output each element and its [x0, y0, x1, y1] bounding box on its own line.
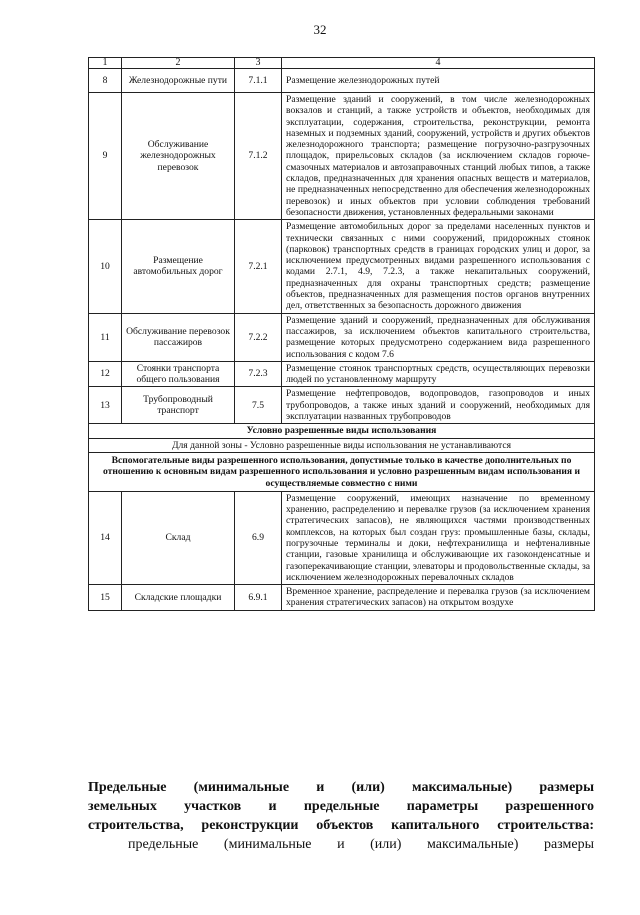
limits-heading-line: строительства, реконструкции объектов капитального строительства:	[88, 818, 594, 833]
use-type-code: 7.1.2	[235, 93, 282, 220]
use-type-code: 6.9.1	[235, 585, 282, 611]
use-type-code: 7.2.3	[235, 361, 282, 387]
use-type-name: Склад	[122, 491, 235, 584]
row-number: 15	[89, 585, 122, 611]
use-type-description: Размещение стоянок транспортных средств, осуществляющих перевозки людей по установленному маршруту	[282, 361, 595, 387]
section-heading-row	[89, 424, 595, 438]
table-row	[89, 387, 595, 424]
conditional-uses-title: Условно разрешенные виды использования	[89, 424, 595, 438]
use-type-name: Обслуживание железнодорожных перевозок	[122, 93, 235, 220]
row-number: 12	[89, 361, 122, 387]
table-row	[89, 313, 595, 361]
section-heading-row	[89, 452, 595, 491]
use-type-description: Размещение сооружений, имеющих назначение по временному хранению, распределению и перевалке грузов (за исключением хранения стратегических запасов), не являющихся частями производственных комплексов, на которых был создан груз: промышленные базы, склады, погрузочные терминалы и доки, нефтехранилища и нефтеналивные станции, газовые хранилища и обслуживающие их газоконденсатные и газоперекачивающие станции, элеваторы и продовольственные склады, за исключением железнодорожных перевалочных складов	[282, 491, 595, 584]
table-row	[89, 361, 595, 387]
page-number: 32	[313, 22, 327, 37]
table-row	[89, 585, 595, 611]
use-type-description: Временное хранение, распределение и перевалка грузов (за исключением хранения стратегических запасов) на открытом воздухе	[282, 585, 595, 611]
use-type-name: Железнодорожные пути	[122, 69, 235, 93]
header-cell: 3	[235, 58, 282, 69]
use-type-code: 7.2.1	[235, 220, 282, 313]
use-type-code: 7.5	[235, 387, 282, 424]
table-row	[89, 93, 595, 220]
row-number: 11	[89, 313, 122, 361]
use-type-name: Складские площадки	[122, 585, 235, 611]
use-type-name: Размещение автомобильных дорог	[122, 220, 235, 313]
header-row	[89, 58, 595, 69]
limits-heading-line: земельных участков и предельные параметры разрешенного	[88, 799, 594, 814]
use-type-code: 7.1.1	[235, 69, 282, 93]
table-row	[89, 220, 595, 313]
use-type-name: Трубопроводный транспорт	[122, 387, 235, 424]
land-use-table	[88, 57, 595, 611]
auxiliary-uses-title: Вспомогательные виды разрешенного использования, допустимые только в качестве дополнительных по отношению к основным видам разрешенного использования и условно разрешенным видам использования и осуществляемые совместно с ними	[89, 452, 595, 491]
use-type-description: Размещение железнодорожных путей	[282, 69, 595, 93]
header-cell: 4	[282, 58, 595, 69]
row-number: 8	[89, 69, 122, 93]
row-number: 9	[89, 93, 122, 220]
limits-heading	[88, 778, 594, 835]
row-number: 10	[89, 220, 122, 313]
table-row	[89, 491, 595, 584]
use-type-description: Размещение зданий и сооружений, предназначенных для обслуживания пассажиров, за исключением объектов капитального строительства, размещение которых предусмотрено содержанием вида разрешенного использования с кодом 7.6	[282, 313, 595, 361]
use-type-description: Размещение зданий и сооружений, в том числе железнодорожных вокзалов и станций, а также устройств и объектов, необходимых для эксплуатации, содержания, строительства, реконструкции, ремонта наземных и подземных зданий, сооружений, устройств и других объектов железнодорожного транспорта; размещение погрузочно-разгрузочных площадок, прирельсовых складов (за исключением складов горюче-смазочных материалов и автозаправочных станций любых типов, а также складов, предназначенных для хранения опасных веществ и материалов, не предназначенных непосредственно для обеспечения железнодорожных перевозок) и иных объектов при условии соблюдения требований безопасности движения, установленных федеральными законами	[282, 93, 595, 220]
use-type-code: 6.9	[235, 491, 282, 584]
limits-heading-line: Предельные (минимальные и (или) максимальные) размеры	[88, 780, 594, 795]
conditional-uses-note: Для данной зоны - Условно разрешенные виды использования не устанавливаются	[89, 438, 595, 452]
use-type-description: Размещение автомобильных дорог за пределами населенных пунктов и технически связанных с ними сооружений, придорожных стоянок (парковок) транспортных средств в границах городских улиц и дорог, за исключением предусмотренных видами разрешенного использования с кодами 2.7.1, 4.9, 7.2.3, а также некапитальных сооружений, предназначенных для охраны транспортных средств; размещение объектов, предназначенных для размещения постов органов внутренних дел, ответственных за безопасность дорожного движения	[282, 220, 595, 313]
use-type-name: Обслуживание перевозок пассажиров	[122, 313, 235, 361]
use-type-description: Размещение нефтепроводов, водопроводов, газопроводов и иных трубопроводов, а также иных зданий и сооружений, необходимых для эксплуатации названных трубопроводов	[282, 387, 595, 424]
row-number: 13	[89, 387, 122, 424]
header-cell: 2	[122, 58, 235, 69]
use-type-name: Стоянки транспорта общего пользования	[122, 361, 235, 387]
row-number: 14	[89, 491, 122, 584]
limits-paragraph: предельные (минимальные и (или) максимальные) размеры	[128, 837, 594, 852]
section-note-row	[89, 438, 595, 452]
header-cell: 1	[89, 58, 122, 69]
use-type-code: 7.2.2	[235, 313, 282, 361]
table-row	[89, 69, 595, 93]
